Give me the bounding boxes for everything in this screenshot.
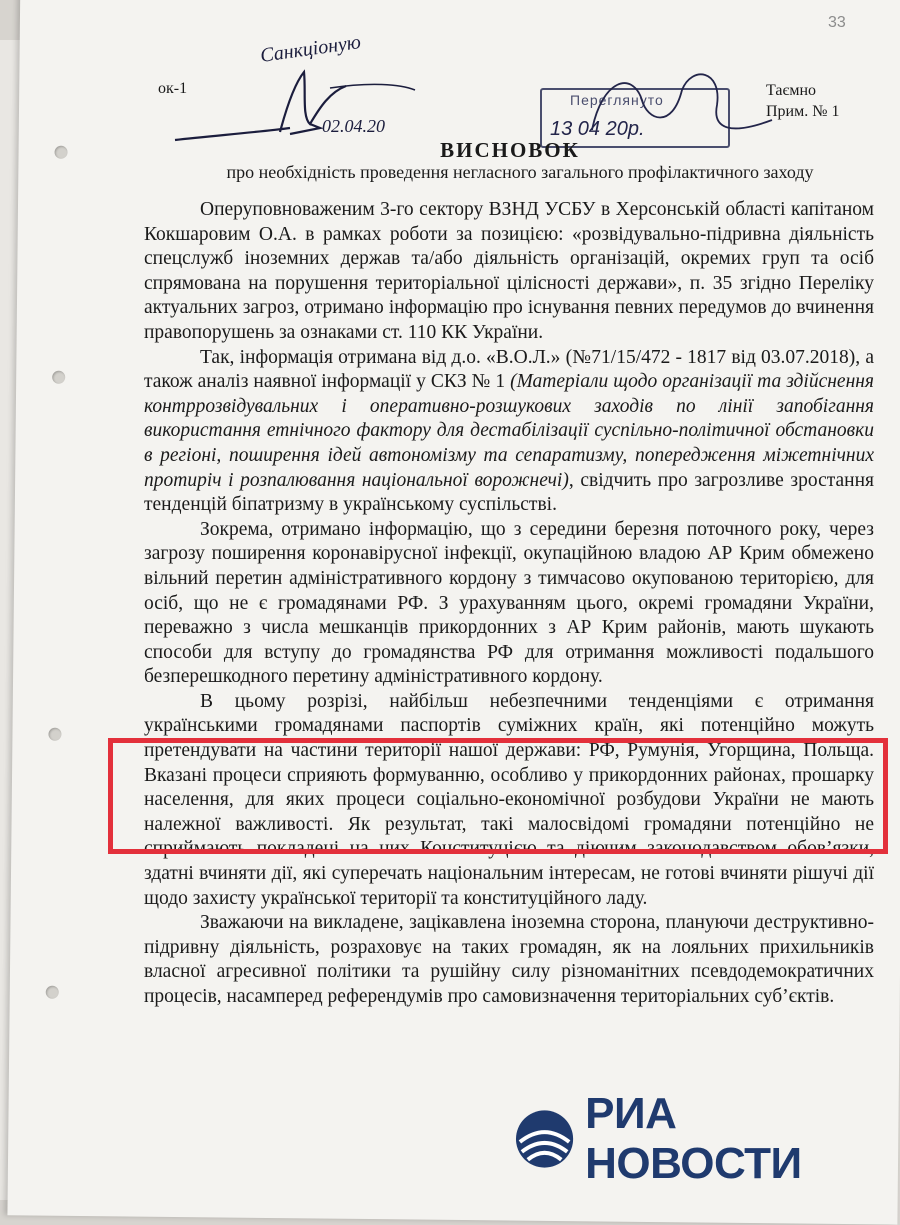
paragraph-4: В цьому розрізі, найбільш небезпечними тенденціями є отримання українськими громадянами паспортів суміжних країн, які потенційно можуть претендувати на частини території нашої держави: РФ, Румунія, Угорщина, Польща. Вказані процеси сприяють формуванню, особливо у прикордонних районах, прошарку населення, для яких процеси соціально-економічної розбудови України не мають належної важливості. Як результат, такі малосвідомі громадяни потенційно не сприймають покладені на них Конституцією та діючим законодавством обов’язки, здатні вчиняти дії, які суперечать національним інтересам, не готові вчиняти рішучі дії щодо захисту української території та конституційного ладу. bbox=[144, 690, 874, 909]
paragraph-1: Оперуповноваженим 3-го сектору ВЗНД УСБУ в Херсонській області капітаном Кокшаровим О.А. в рамках роботи за позицією: «розвідувально-підривна діяльність спецслужб іноземних держав та/або діяльність організацій, окремих груп та осіб спрямована на порушення територіальної цілісності держави», п. 35 згідно Переліку актуальних загроз, отримано інформацію про існування певних передумов до вчинення правопорушень за ознаками ст. 110 КК України. bbox=[144, 199, 874, 343]
secret-label: Таємно bbox=[766, 82, 817, 99]
ria-watermark bbox=[514, 1089, 900, 1188]
stamp-label: Переглянуто bbox=[570, 92, 664, 108]
paragraph-2 bbox=[144, 346, 874, 518]
punch-hole bbox=[52, 371, 65, 384]
punch-hole bbox=[48, 728, 61, 741]
document-body bbox=[144, 198, 874, 1010]
copy-number: Прим. № 1 bbox=[766, 103, 840, 120]
stamp-date: 13 04 20р. bbox=[550, 118, 645, 140]
paragraph-2-italic: (Матеріали щодо організації та здійснення контррозвідувальних і оперативно-розшукових заходів по лінії запобігання використання етнічного фактору для дестабілізації суспільно-політичної обстановки в регіоні, поширення ідей автономізму та сепаратизму, попередження міжетнічних протиріч і розпалювання національної ворожнечі) bbox=[144, 371, 874, 491]
signature-date: 02.04.20 bbox=[322, 116, 385, 136]
stamp-signature-icon bbox=[532, 60, 782, 150]
highlight-box bbox=[108, 738, 888, 854]
paragraph-3: Зокрема, отримано інформацію, що з середини березня поточного року, через загрозу поширення коронавірусної інфекції, окупаційною владою АР Крим обмежено вільний перетин адміністративного кордону з тимчасово окупованою територією, для осіб, що не є громадянами РФ. З урахуванням цього, окремі громадяни України, переважно з числа мешканців прикордонних з АР Крим районів, мають шукають способи для вступу до громадянства РФ для отримання можливості подальшого безперешкодного перетину адміністративного кордону. bbox=[144, 518, 874, 688]
punch-hole bbox=[46, 986, 59, 999]
form-code: ок-1 bbox=[158, 80, 188, 97]
ria-logo-icon bbox=[514, 1108, 575, 1170]
page-number: 33 bbox=[828, 14, 846, 31]
paragraph-5: Зважаючи на викладене, зацікавлена іноземна сторона, плануючи деструктивно-підривну діяльність, розраховує на таких громадян, як на лояльних прихильників власної агресивної політики та рушійну силу різноманітних псевдодемократичних процесів, насамперед референдумів про самовизначення територіальних суб’єктів. bbox=[144, 912, 874, 1007]
paragraph-2-start: Так, інформація отримана від д.о. «В.О.Л.» (№71/15/472 - 1817 від 03.07.2018), а також аналіз наявної інформації у СКЗ № 1 bbox=[144, 346, 874, 393]
secrecy-block bbox=[766, 80, 840, 122]
watermark-text: РИА НОВОСТИ bbox=[585, 1089, 802, 1188]
sanction-handwriting: Санкціоную bbox=[258, 31, 363, 67]
document-title: ВИСНОВОК bbox=[440, 138, 580, 162]
document-subtitle: про необхідність проведення негласного загального профілактичного заходу bbox=[226, 162, 814, 182]
paragraph-2-end: , свідчить про загрозливе зростання тенденцій біпатризму в українському суспільстві. bbox=[144, 469, 874, 516]
